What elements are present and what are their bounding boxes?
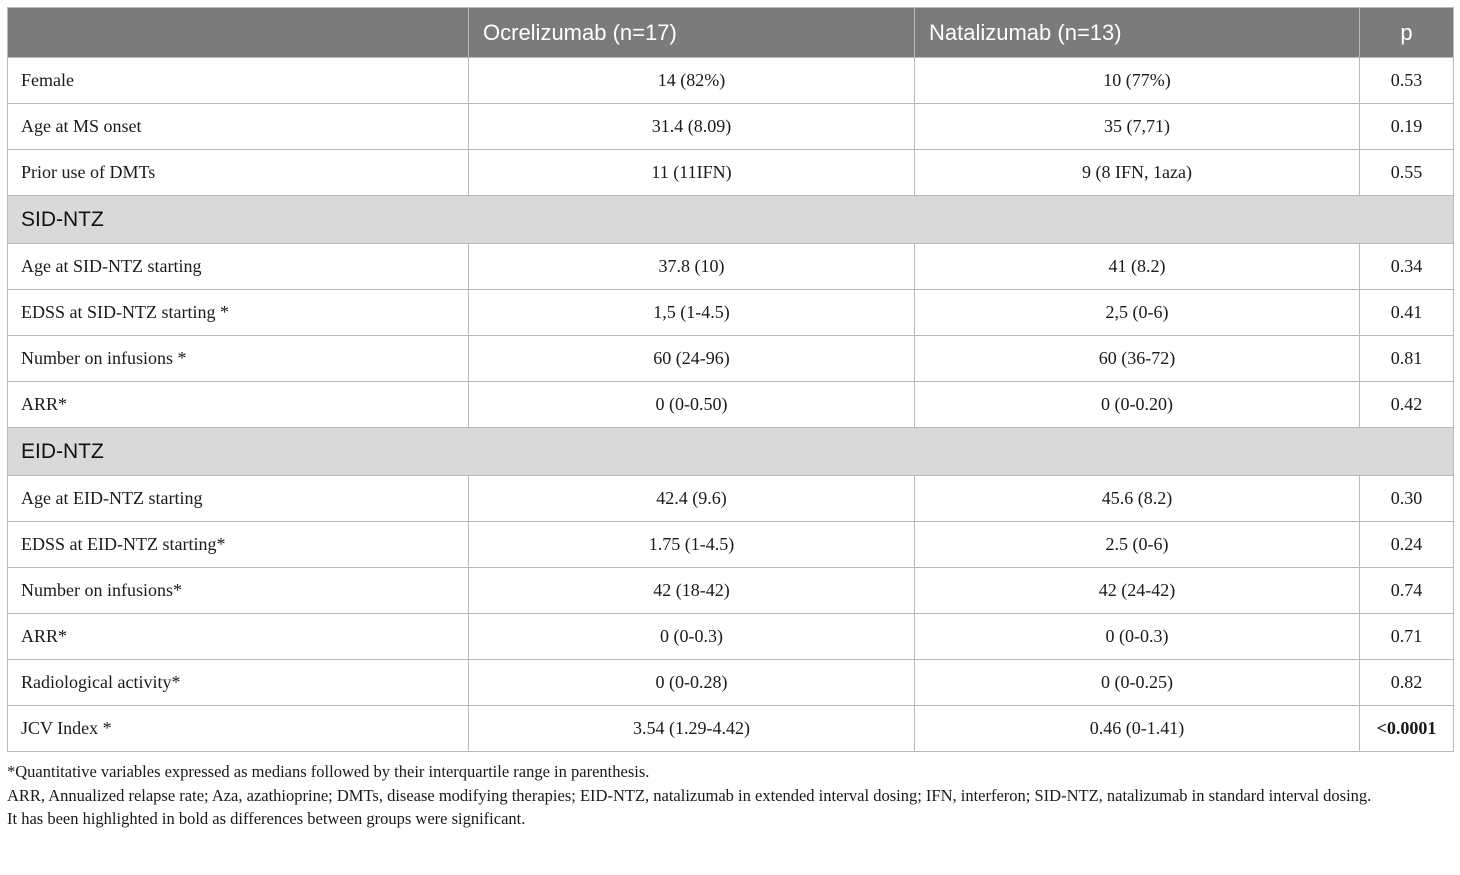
natalizumab-value: 42 (24-42) <box>915 568 1360 614</box>
row-label: ARR* <box>8 614 469 660</box>
p-value: 0.42 <box>1360 382 1454 428</box>
table-row <box>8 336 1454 382</box>
ocrelizumab-value: 37.8 (10) <box>469 244 915 290</box>
row-label: ARR* <box>8 382 469 428</box>
row-label: EDSS at SID-NTZ starting * <box>8 290 469 336</box>
footnote-abbreviations: ARR, Annualized relapse rate; Aza, azathioprine; DMTs, disease modifying therapies; EID-NTZ, natalizumab in extended interval dosing; IFN, interferon; SID-NTZ, natalizumab in standard interval dosing. <box>7 785 1372 805</box>
p-value: 0.82 <box>1360 660 1454 706</box>
row-label: Female <box>8 58 469 104</box>
p-value: 0.41 <box>1360 290 1454 336</box>
table-row <box>8 150 1454 196</box>
row-label: Prior use of DMTs <box>8 150 469 196</box>
ocrelizumab-value: 31.4 (8.09) <box>469 104 915 150</box>
ocrelizumab-value: 11 (11IFN) <box>469 150 915 196</box>
p-value: 0.34 <box>1360 244 1454 290</box>
natalizumab-value: 10 (77%) <box>915 58 1360 104</box>
header-natalizumab: Natalizumab (n=13) <box>915 8 1360 58</box>
table-row <box>8 614 1454 660</box>
header-p-value: p <box>1360 8 1454 58</box>
natalizumab-value: 2,5 (0-6) <box>915 290 1360 336</box>
natalizumab-value: 45.6 (8.2) <box>915 476 1360 522</box>
row-label: JCV Index * <box>8 706 469 752</box>
natalizumab-value: 0 (0-0.25) <box>915 660 1360 706</box>
header-label-column <box>8 8 469 58</box>
row-label: Age at MS onset <box>8 104 469 150</box>
ocrelizumab-value: 3.54 (1.29-4.42) <box>469 706 915 752</box>
section-label: SID-NTZ <box>8 196 1454 244</box>
section-header-row <box>8 428 1454 476</box>
p-value: <0.0001 <box>1360 706 1454 752</box>
table-row <box>8 104 1454 150</box>
table-row <box>8 244 1454 290</box>
row-label: Age at EID-NTZ starting <box>8 476 469 522</box>
p-value: 0.71 <box>1360 614 1454 660</box>
ocrelizumab-value: 14 (82%) <box>469 58 915 104</box>
table-row <box>8 568 1454 614</box>
table-row <box>8 290 1454 336</box>
natalizumab-value: 0 (0-0.3) <box>915 614 1360 660</box>
ocrelizumab-value: 0 (0-0.50) <box>469 382 915 428</box>
footnote-quantitative: *Quantitative variables expressed as medians followed by their interquartile range in parenthesis. <box>7 762 650 781</box>
table-row <box>8 660 1454 706</box>
table-row <box>8 58 1454 104</box>
table-container <box>7 7 1453 831</box>
natalizumab-value: 0 (0-0.20) <box>915 382 1360 428</box>
ocrelizumab-value: 0 (0-0.3) <box>469 614 915 660</box>
natalizumab-value: 0.46 (0-1.41) <box>915 706 1360 752</box>
p-value: 0.30 <box>1360 476 1454 522</box>
row-label: Radiological activity* <box>8 660 469 706</box>
ocrelizumab-value: 1.75 (1-4.5) <box>469 522 915 568</box>
table-row <box>8 522 1454 568</box>
ocrelizumab-value: 42.4 (9.6) <box>469 476 915 522</box>
ocrelizumab-value: 60 (24-96) <box>469 336 915 382</box>
section-label: EID-NTZ <box>8 428 1454 476</box>
p-value: 0.53 <box>1360 58 1454 104</box>
row-label: Number on infusions * <box>8 336 469 382</box>
table-body <box>8 58 1454 752</box>
table-footnotes <box>7 760 1453 831</box>
p-value: 0.81 <box>1360 336 1454 382</box>
natalizumab-value: 60 (36-72) <box>915 336 1360 382</box>
row-label: Age at SID-NTZ starting <box>8 244 469 290</box>
p-value: 0.19 <box>1360 104 1454 150</box>
natalizumab-value: 41 (8.2) <box>915 244 1360 290</box>
ocrelizumab-value: 42 (18-42) <box>469 568 915 614</box>
p-value: 0.55 <box>1360 150 1454 196</box>
natalizumab-value: 2.5 (0-6) <box>915 522 1360 568</box>
table-row <box>8 476 1454 522</box>
row-label: EDSS at EID-NTZ starting* <box>8 522 469 568</box>
section-header-row <box>8 196 1454 244</box>
row-label: Number on infusions* <box>8 568 469 614</box>
natalizumab-value: 9 (8 IFN, 1aza) <box>915 150 1360 196</box>
header-ocrelizumab: Ocrelizumab (n=17) <box>469 8 915 58</box>
natalizumab-value: 35 (7,71) <box>915 104 1360 150</box>
table-row <box>8 706 1454 752</box>
p-value: 0.24 <box>1360 522 1454 568</box>
ocrelizumab-value: 0 (0-0.28) <box>469 660 915 706</box>
p-value: 0.74 <box>1360 568 1454 614</box>
table-row <box>8 382 1454 428</box>
comparison-table <box>7 7 1454 752</box>
header-row <box>8 8 1454 58</box>
footnote-bold: It has been highlighted in bold as differences between groups were significant. <box>7 809 526 828</box>
ocrelizumab-value: 1,5 (1-4.5) <box>469 290 915 336</box>
